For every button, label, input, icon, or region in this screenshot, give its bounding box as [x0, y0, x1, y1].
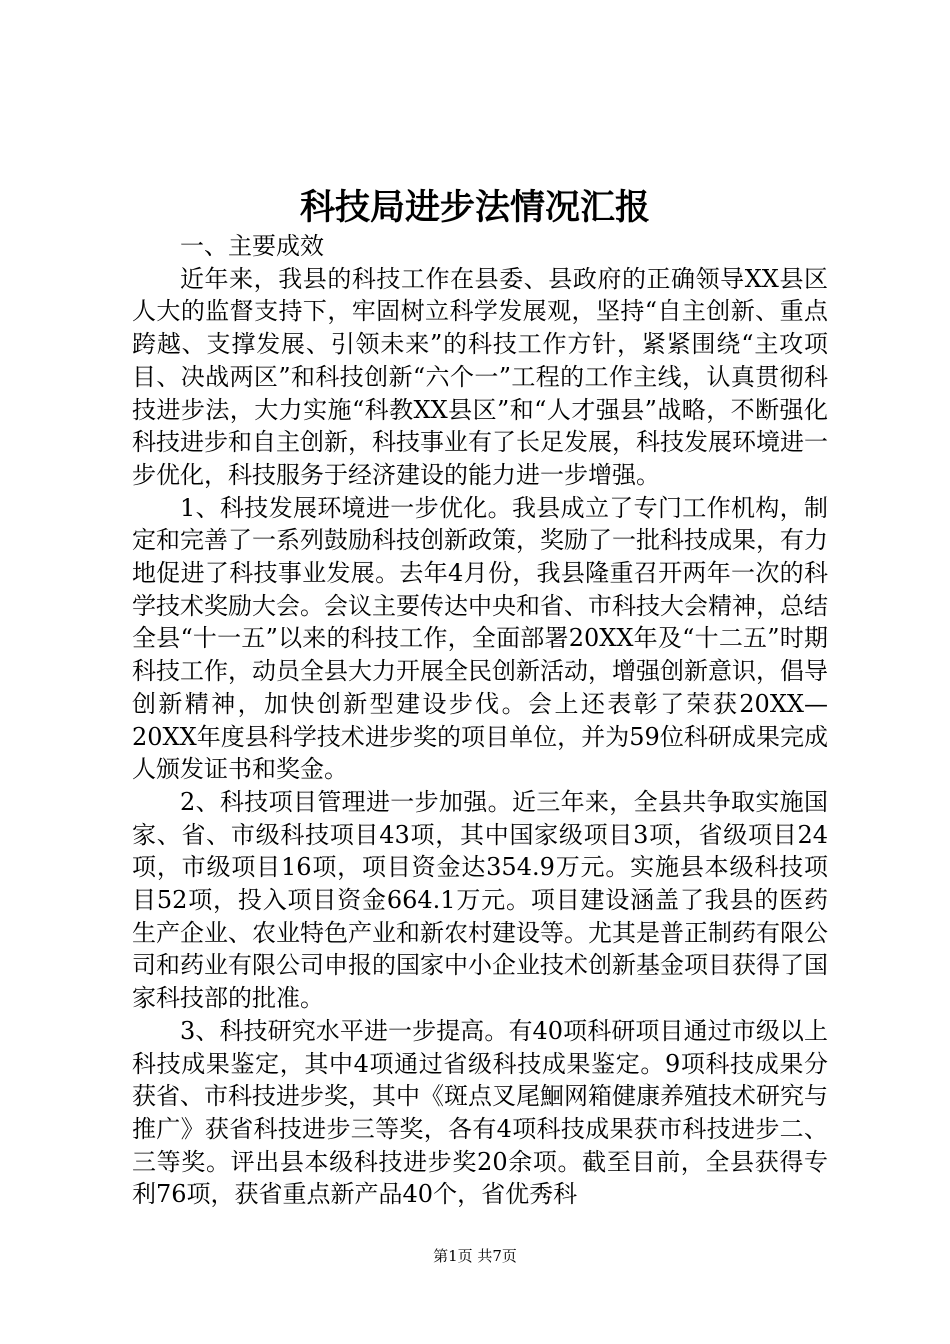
- paragraph-item-1: 1、科技发展环境进一步优化。我县成立了专门工作机构，制定和完善了一系列鼓励科技创新政策，奖励了一批科技成果，有力地促进了科技事业发展。去年4月份，我县隆重召开两年一次的科学技术奖励大会。会议主要传达中央和省、市科技大会精神，总结全县“十一五”以来的科技工作，全面部署20XX年及“十二五”时期科技工作，动员全县大力开展全民创新活动，增强创新意识，倡导创新精神，加快创新型建设步伐。会上还表彰了荣获20XX—20XX年度县科学技术进步奖的项目单位，并为59位科研成果完成人颁发证书和奖金。: [132, 493, 828, 784]
- document-title: 科技局进步法情况汇报: [299, 187, 650, 228]
- paragraph-item-3: 3、科技研究水平进一步提高。有40项科研项目通过市级以上科技成果鉴定，其中4项通过省级科技成果鉴定。9项科技成果分获省、市科技进步奖，其中《斑点叉尾鮰网箱健康养殖技术研究与推广》获省科技进步三等奖，各有4项科技成果获市科技进步二、三等奖。评出县本级科技进步奖20余项。截至目前，全县获得专利76项，获省重点新产品40个，省优秀科: [132, 1016, 828, 1209]
- page-number: 第1页 共7页: [433, 1247, 517, 1265]
- section-heading: 一、主要成效: [180, 232, 324, 260]
- paragraph-item-2: 2、科技项目管理进一步加强。近三年来，全县共争取实施国家、省、市级科技项目43项，其中国家级项目3项，省级项目24项，市级项目16项，项目资金达354.9万元。实施县本级科技项目52项，投入项目资金664.1万元。项目建设涵盖了我县的医药生产企业、农业特色产业和新农村建设等。尤其是普正制药有限公司和药业有限公司申报的国家中小企业技术创新基金项目获得了国家科技部的批准。: [132, 787, 828, 1013]
- paragraph-intro: 近年来，我县的科技工作在县委、县政府的正确领导XX县区人大的监督支持下，牢固树立科学发展观，坚持“自主创新、重点跨越、支撑发展、引领未来”的科技工作方针，紧紧围绕“主攻项目、决战两区”和科技创新“六个一”工程的工作主线，认真贯彻科技进步法，大力实施“科教XX县区”和“人才强县”战略，不断强化科技进步和自主创新，科技事业有了长足发展，科技发展环境进一步优化，科技服务于经济建设的能力进一步增强。: [132, 264, 828, 489]
- document-body: [132, 230, 828, 1211]
